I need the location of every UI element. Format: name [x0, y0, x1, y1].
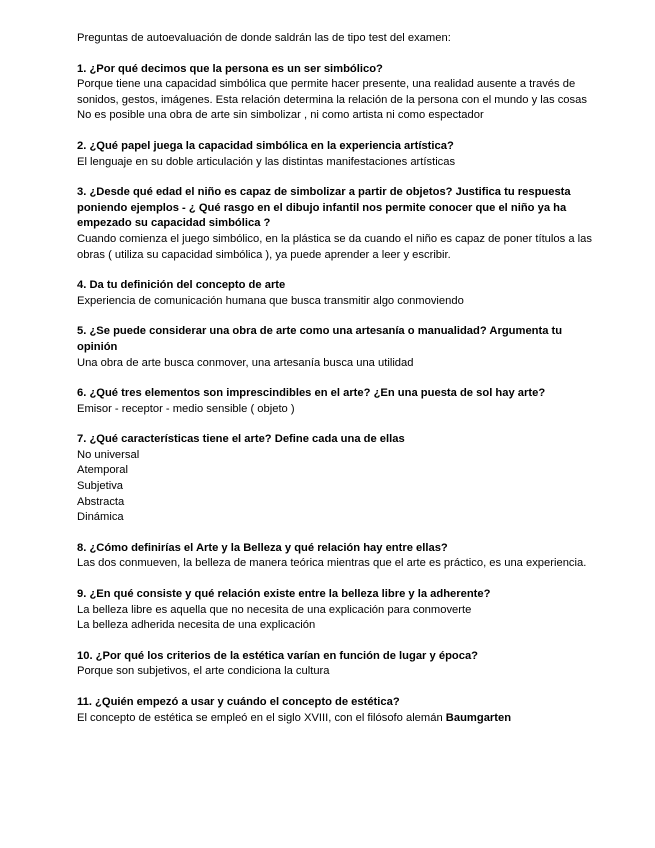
question-5-text: 5. ¿Se puede considerar una obra de arte como una artesanía o manualidad? Argumenta tu opinión [77, 325, 563, 353]
answer-7-line-3: Subjetiva [77, 480, 124, 493]
question-7-text: 7. ¿Qué características tiene el arte? Define cada una de ellas [77, 433, 405, 446]
answer-5-line-1: Una obra de arte busca conmover, una artesanía busca una utilidad [77, 356, 414, 369]
question-1-text: 1. ¿Por qué decimos que la persona es un ser simbólico? [77, 62, 383, 75]
answer-11-line-1 [77, 711, 595, 727]
question-block-3 [77, 185, 595, 263]
answer-7-line-2: Atemporal [77, 464, 128, 477]
question-block-5 [77, 324, 595, 371]
question-2-text: 2. ¿Qué papel juega la capacidad simbólica en la experiencia artística? [77, 139, 454, 152]
question-block-1 [77, 62, 595, 124]
question-8-text: 8. ¿Cómo definirías el Arte y la Belleza y qué relación hay entre ellas? [77, 541, 448, 554]
answer-11-bold-name: Baumgarten [445, 711, 512, 724]
question-block-4 [77, 278, 595, 309]
question-block-8 [77, 541, 595, 572]
question-9-text: 9. ¿En qué consiste y qué relación existe entre la belleza libre y la adherente? [77, 588, 491, 601]
question-block-10 [77, 649, 595, 680]
question-block-11 [77, 695, 595, 726]
answer-9-line-2: La belleza adherida necesita de una explicación [77, 619, 316, 632]
answer-2-line-1: El lenguaje en su doble articulación y las distintas manifestaciones artísticas [77, 155, 456, 168]
question-block-9 [77, 587, 595, 634]
document-intro: Preguntas de autoevaluación de donde saldrán las de tipo test del examen: [77, 32, 451, 44]
answer-7-line-4: Abstracta [77, 495, 125, 508]
answer-7-line-5: Dinámica [77, 511, 124, 524]
answer-6-line-1: Emisor - receptor - medio sensible ( objeto ) [77, 402, 295, 415]
answer-7-line-1: No universal [77, 448, 140, 461]
question-block-2 [77, 139, 595, 170]
answer-11-text: El concepto de estética se empleó en el siglo XVIII, con el filósofo alemán [77, 711, 446, 724]
question-11-text: 11. ¿Quién empezó a usar y cuándo el concepto de estética? [77, 696, 400, 708]
question-3-text: 3. ¿Desde qué edad el niño es capaz de simbolizar a partir de objetos? Justifica tu respuesta poniendo ejemplos - ¿ Qué rasgo en el dibujo infantil nos permite conocer que el niño ya ha empezado su capacidad simbólica ? [77, 186, 571, 230]
question-4-text: 4. Da tu definición del concepto de arte [77, 279, 286, 292]
question-6-text: 6. ¿Qué tres elementos son imprescindibles en el arte? ¿En una puesta de sol hay arte? [77, 387, 546, 400]
answer-1-line-2: No es posible una obra de arte sin simbolizar , ni como artista ni como espectador [77, 109, 484, 122]
answer-8-line-1: Las dos conmueven, la belleza de manera teórica mientras que el arte es práctico, es una experiencia. [77, 557, 587, 570]
question-block-7 [77, 432, 595, 526]
question-block-6 [77, 386, 595, 417]
answer-1-line-1: Porque tiene una capacidad simbólica que permite hacer presente, una realidad ausente a través de sonidos, gestos, imágenes. Esta relación determina la relación de la persona con el mundo y las cosas [77, 78, 587, 106]
answer-10-line-1: Porque son subjetivos, el arte condiciona la cultura [77, 665, 330, 678]
question-10-text: 10. ¿Por qué los criterios de la estética varían en función de lugar y época? [77, 649, 479, 662]
answer-3-line-1: Cuando comienza el juego simbólico, en la plástica se da cuando el niño es capaz de poner títulos a las obras ( utiliza su capacidad simbólica ), ya puede aprender a leer y escribir. [77, 232, 592, 261]
answer-4-line-1: Experiencia de comunicación humana que busca transmitir algo conmoviendo [77, 294, 464, 307]
answer-9-line-1: La belleza libre es aquella que no necesita de una explicación para conmoverte [77, 603, 472, 616]
